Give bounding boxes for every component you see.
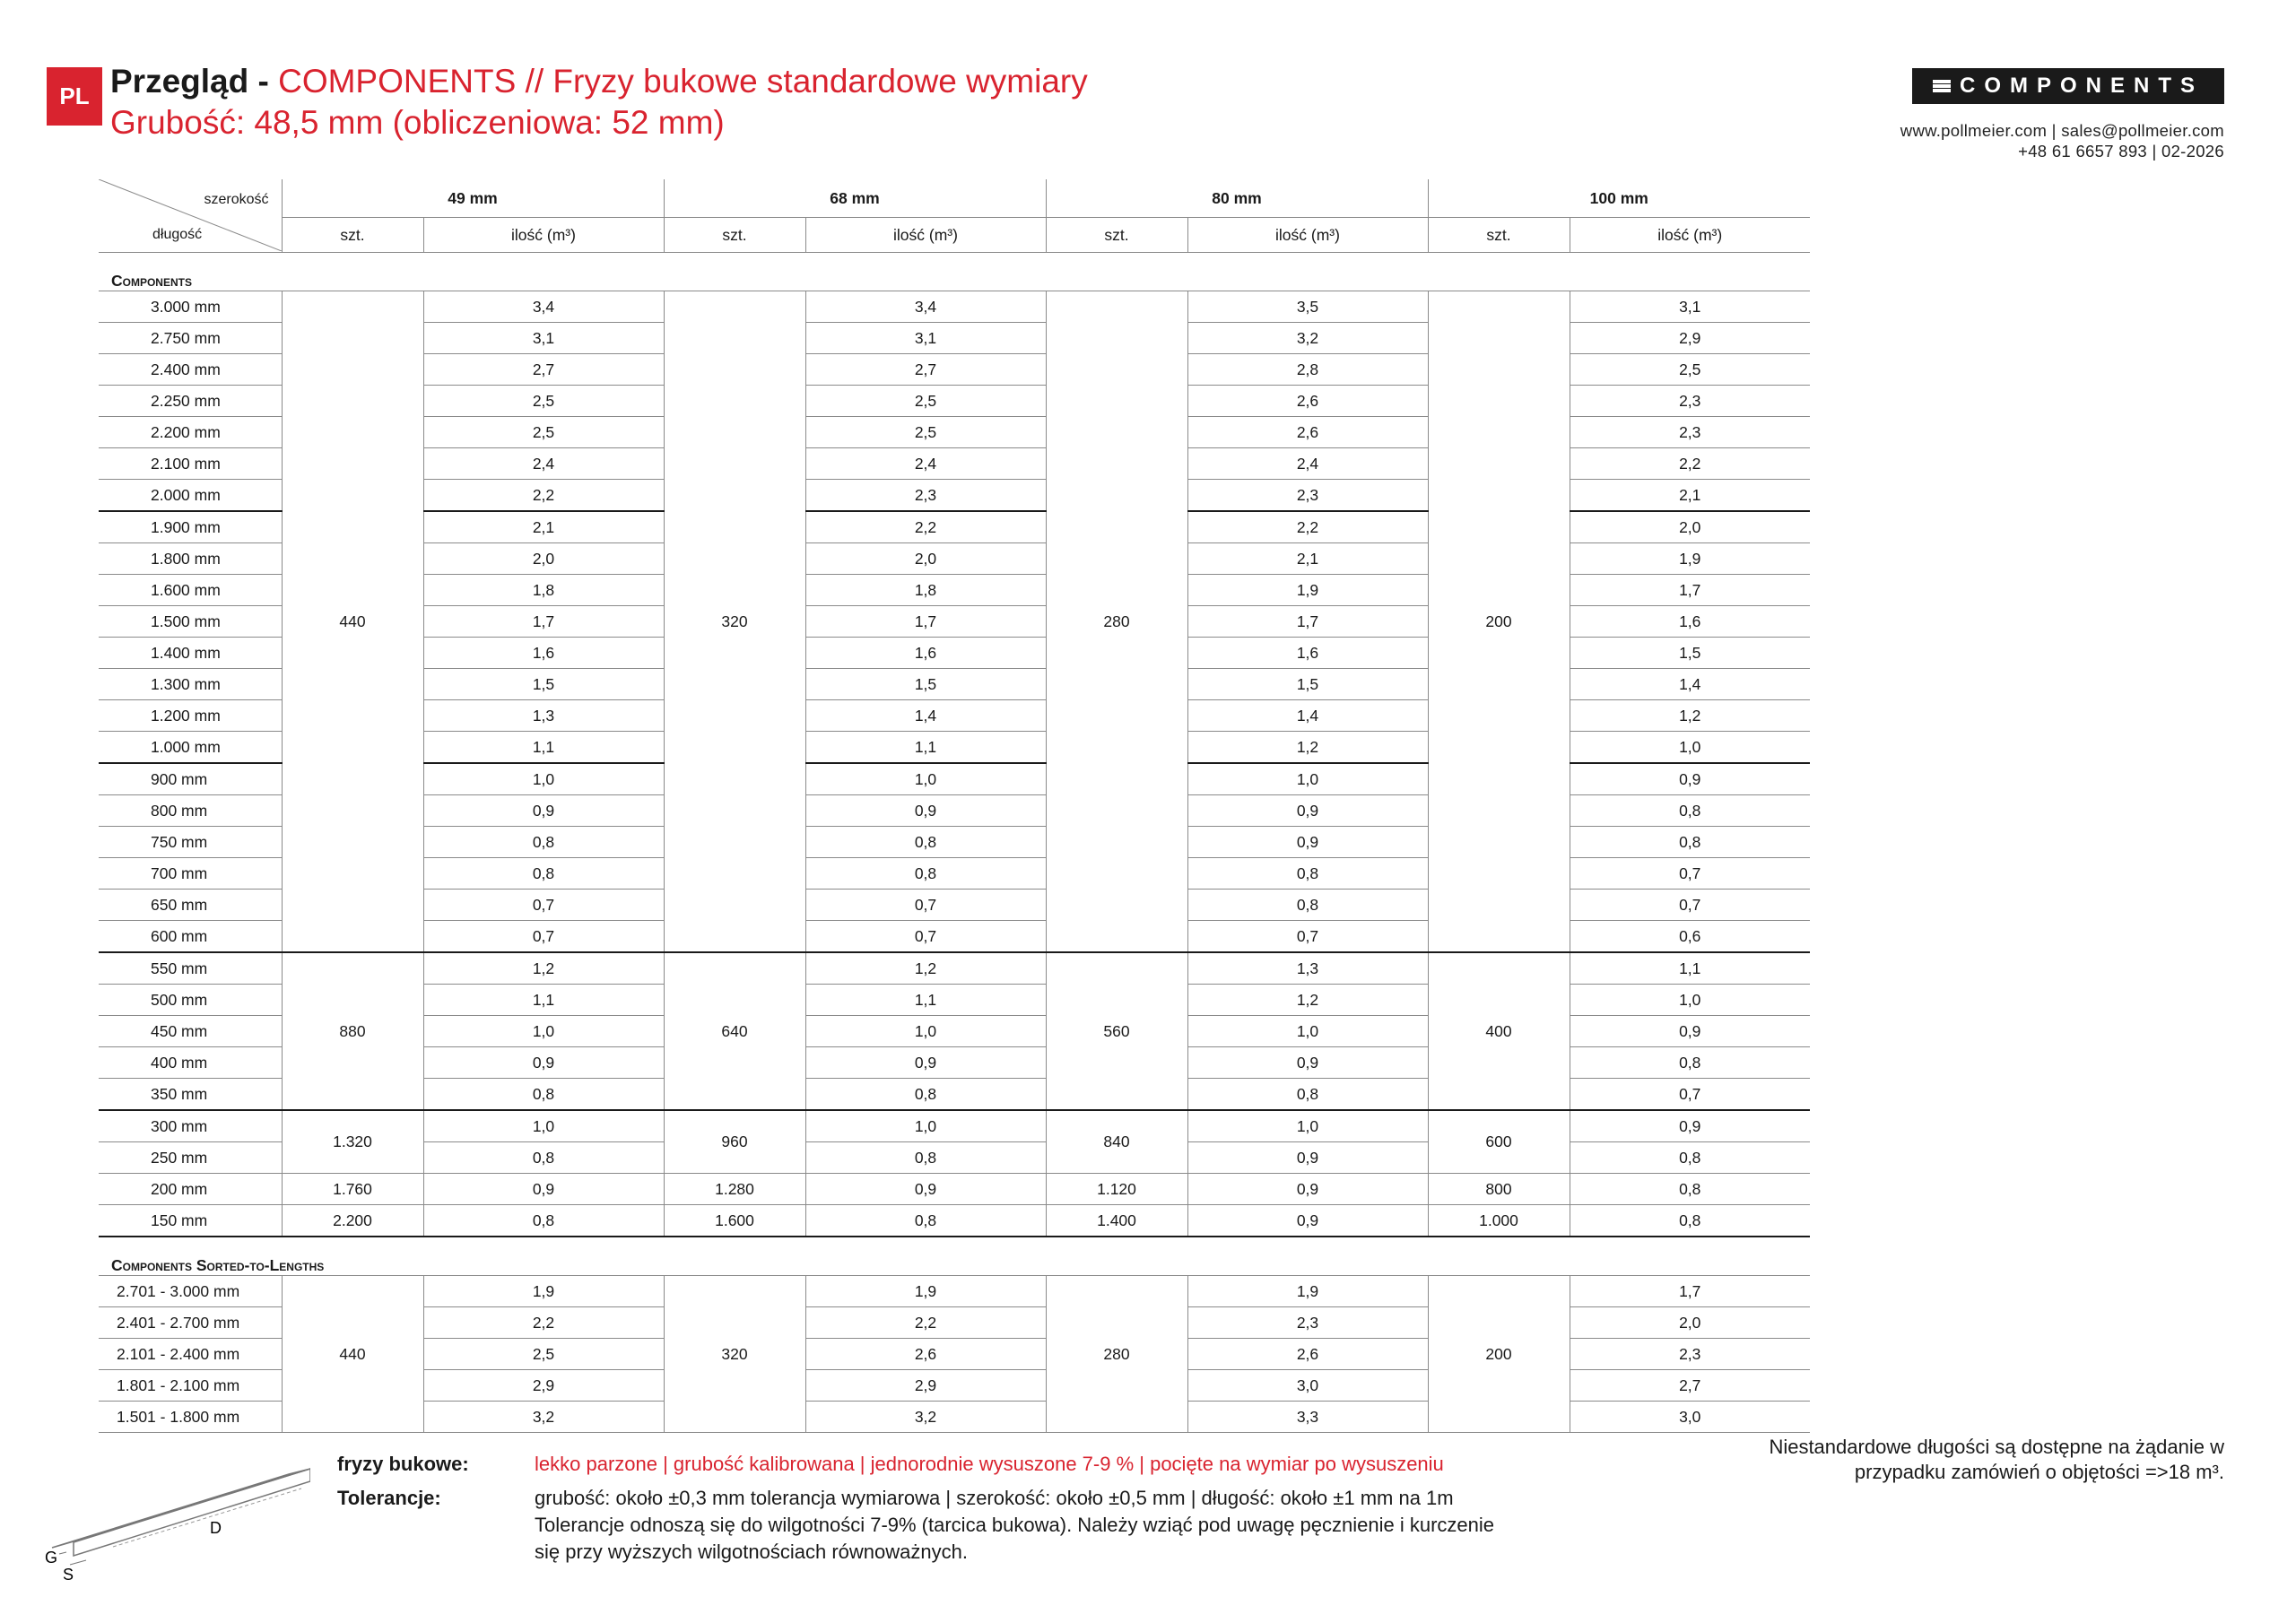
- contact-info: [1900, 120, 2224, 161]
- volume-cell: 1,0: [805, 1016, 1046, 1047]
- table-row: [99, 952, 1810, 985]
- volume-cell: 0,8: [423, 1079, 664, 1111]
- pcs-cell: 440: [282, 1276, 423, 1433]
- width-header: 49 mm: [282, 179, 664, 218]
- pcs-cell: 2.200: [282, 1205, 423, 1237]
- volume-cell: 0,8: [1570, 1142, 1810, 1174]
- volume-cell: 1,1: [805, 985, 1046, 1016]
- length-cell: 150 mm: [99, 1205, 282, 1237]
- volume-cell: 0,9: [1187, 1047, 1428, 1079]
- page-title: [110, 61, 1088, 143]
- volume-cell: 2,5: [1570, 354, 1810, 386]
- pcs-cell: 1.280: [664, 1174, 805, 1205]
- volume-cell: 2,4: [423, 448, 664, 480]
- volume-cell: 1,0: [423, 1110, 664, 1142]
- volume-cell: 3,3: [1187, 1402, 1428, 1433]
- volume-cell: 2,1: [1187, 543, 1428, 575]
- volume-header: ilość (m³): [423, 218, 664, 253]
- volume-cell: 0,9: [1570, 763, 1810, 795]
- volume-cell: 1,3: [1187, 952, 1428, 985]
- volume-cell: 1,9: [1187, 575, 1428, 606]
- volume-cell: 2,8: [1187, 354, 1428, 386]
- footer-label-tolerance: Tolerancje:: [337, 1487, 441, 1509]
- volume-cell: 0,8: [423, 1142, 664, 1174]
- volume-cell: 2,6: [1187, 386, 1428, 417]
- volume-cell: 1,7: [1187, 606, 1428, 638]
- volume-cell: 1,0: [423, 1016, 664, 1047]
- volume-cell: 1,4: [1187, 700, 1428, 732]
- length-cell: 200 mm: [99, 1174, 282, 1205]
- volume-cell: 0,9: [1187, 1205, 1428, 1237]
- length-cell: 3.000 mm: [99, 291, 282, 323]
- volume-cell: 2,3: [1187, 480, 1428, 512]
- pcs-cell: 880: [282, 952, 423, 1110]
- pcs-cell: 1.600: [664, 1205, 805, 1237]
- pcs-cell: 560: [1046, 952, 1187, 1110]
- volume-cell: 2,0: [1570, 511, 1810, 543]
- pcs-cell: 1.120: [1046, 1174, 1187, 1205]
- volume-cell: 1,0: [423, 763, 664, 795]
- volume-cell: 0,7: [1570, 1079, 1810, 1111]
- volume-cell: 1,2: [1570, 700, 1810, 732]
- volume-cell: 0,8: [805, 1079, 1046, 1111]
- volume-cell: 2,9: [1570, 323, 1810, 354]
- volume-cell: 2,2: [423, 480, 664, 512]
- volume-cell: 1,5: [1187, 669, 1428, 700]
- volume-cell: 1,0: [1570, 732, 1810, 764]
- volume-cell: 1,6: [805, 638, 1046, 669]
- volume-cell: 1,0: [1187, 1016, 1428, 1047]
- volume-cell: 2,4: [1187, 448, 1428, 480]
- volume-cell: 0,8: [805, 858, 1046, 890]
- width-header: 68 mm: [664, 179, 1046, 218]
- table-row: [99, 291, 1810, 323]
- volume-cell: 1,6: [423, 638, 664, 669]
- volume-cell: 2,3: [1570, 417, 1810, 448]
- footer-label-product: fryzy bukowe:: [337, 1453, 469, 1475]
- volume-cell: 1,1: [423, 985, 664, 1016]
- volume-cell: 1,2: [805, 952, 1046, 985]
- pcs-cell: 1.320: [282, 1110, 423, 1174]
- length-cell: 1.501 - 1.800 mm: [99, 1402, 282, 1433]
- volume-cell: 1,0: [1187, 1110, 1428, 1142]
- volume-cell: 1,5: [1570, 638, 1810, 669]
- pcs-cell: 800: [1428, 1174, 1570, 1205]
- volume-cell: 3,2: [423, 1402, 664, 1433]
- length-cell: 700 mm: [99, 858, 282, 890]
- volume-cell: 1,3: [423, 700, 664, 732]
- contact-phone-date: +48 61 6657 893 | 02-2026: [2018, 142, 2224, 161]
- note-line2: przypadku zamówień o objętości =>18 m³.: [1854, 1461, 2224, 1483]
- pcs-cell: 400: [1428, 952, 1570, 1110]
- length-cell: 2.401 - 2.700 mm: [99, 1307, 282, 1339]
- volume-cell: 3,4: [805, 291, 1046, 323]
- table-row: [99, 1205, 1810, 1237]
- length-cell: 1.400 mm: [99, 638, 282, 669]
- dimensions-table: [99, 179, 1810, 1433]
- volume-cell: 2,2: [1187, 511, 1428, 543]
- volume-cell: 2,7: [1570, 1370, 1810, 1402]
- volume-cell: 3,1: [423, 323, 664, 354]
- pcs-cell: 1.000: [1428, 1205, 1570, 1237]
- volume-cell: 2,6: [1187, 417, 1428, 448]
- note-line1: Niestandardowe długości są dostępne na żądanie w: [1769, 1436, 2224, 1458]
- pcs-cell: 1.400: [1046, 1205, 1187, 1237]
- pcs-cell: 840: [1046, 1110, 1187, 1174]
- length-cell: 2.101 - 2.400 mm: [99, 1339, 282, 1370]
- title-product: COMPONENTS // Fryzy bukowe standardowe wymiary: [278, 63, 1088, 100]
- volume-cell: 3,2: [1187, 323, 1428, 354]
- volume-cell: 1,2: [1187, 985, 1428, 1016]
- pcs-cell: 1.760: [282, 1174, 423, 1205]
- pcs-cell: 960: [664, 1110, 805, 1174]
- volume-cell: 1,1: [1570, 952, 1810, 985]
- length-cell: 550 mm: [99, 952, 282, 985]
- length-cell: 2.400 mm: [99, 354, 282, 386]
- volume-cell: 1,8: [423, 575, 664, 606]
- volume-cell: 2,2: [423, 1307, 664, 1339]
- volume-cell: 2,5: [423, 417, 664, 448]
- length-cell: 2.701 - 3.000 mm: [99, 1276, 282, 1307]
- width-header: 80 mm: [1046, 179, 1428, 218]
- pcs-cell: 200: [1428, 1276, 1570, 1433]
- volume-cell: 0,8: [805, 1205, 1046, 1237]
- length-cell: 1.800 mm: [99, 543, 282, 575]
- volume-cell: 1,4: [1570, 669, 1810, 700]
- pcs-header: szt.: [664, 218, 805, 253]
- volume-cell: 1,0: [805, 763, 1046, 795]
- volume-cell: 0,7: [805, 921, 1046, 953]
- volume-cell: 0,7: [805, 890, 1046, 921]
- length-cell: 1.801 - 2.100 mm: [99, 1370, 282, 1402]
- volume-cell: 2,4: [805, 448, 1046, 480]
- volume-cell: 0,9: [423, 795, 664, 827]
- length-cell: 1.000 mm: [99, 732, 282, 764]
- volume-header: ilość (m³): [1187, 218, 1428, 253]
- volume-cell: 2,2: [805, 511, 1046, 543]
- volume-cell: 2,7: [423, 354, 664, 386]
- volume-cell: 0,8: [1570, 1174, 1810, 1205]
- volume-cell: 3,2: [805, 1402, 1046, 1433]
- corner-width-label: szerokość: [204, 192, 269, 207]
- length-cell: 2.100 mm: [99, 448, 282, 480]
- pcs-header: szt.: [1046, 218, 1187, 253]
- volume-cell: 0,9: [423, 1047, 664, 1079]
- width-header: 100 mm: [1428, 179, 1810, 218]
- table-row: [99, 1110, 1810, 1142]
- volume-cell: 1,9: [423, 1276, 664, 1307]
- volume-cell: 0,8: [1570, 795, 1810, 827]
- volume-cell: 1,6: [1187, 638, 1428, 669]
- table-corner: [99, 179, 282, 253]
- volume-cell: 2,1: [1570, 480, 1810, 512]
- dim-s-label: S: [63, 1566, 74, 1584]
- footer-text-tolerance-note1: Tolerancje odnoszą się do wilgotności 7-9% (tarcica bukowa). Należy wziąć pod uwagę pęcznienie i kurczenie: [535, 1514, 1494, 1536]
- length-cell: 250 mm: [99, 1142, 282, 1174]
- volume-cell: 1,9: [805, 1276, 1046, 1307]
- length-cell: 2.750 mm: [99, 323, 282, 354]
- pcs-cell: 640: [664, 952, 805, 1110]
- volume-cell: 0,7: [423, 921, 664, 953]
- volume-cell: 1,1: [805, 732, 1046, 764]
- length-cell: 650 mm: [99, 890, 282, 921]
- pcs-cell: 280: [1046, 291, 1187, 953]
- volume-cell: 1,7: [805, 606, 1046, 638]
- footer-text-tolerance-note2: się przy wyższych wilgotnościach równoważnych.: [535, 1541, 968, 1563]
- volume-cell: 1,7: [1570, 1276, 1810, 1307]
- volume-cell: 0,8: [1570, 827, 1810, 858]
- volume-cell: 2,3: [1187, 1307, 1428, 1339]
- volume-cell: 2,3: [1570, 1339, 1810, 1370]
- volume-cell: 1,7: [423, 606, 664, 638]
- volume-cell: 0,6: [1570, 921, 1810, 953]
- volume-cell: 2,0: [423, 543, 664, 575]
- volume-cell: 1,4: [805, 700, 1046, 732]
- volume-cell: 1,5: [805, 669, 1046, 700]
- volume-cell: 1,2: [423, 952, 664, 985]
- volume-cell: 0,8: [805, 1142, 1046, 1174]
- section-components: Components: [99, 253, 1810, 291]
- volume-cell: 2,0: [1570, 1307, 1810, 1339]
- volume-cell: 0,8: [1570, 1047, 1810, 1079]
- corner-length-label: długość: [152, 227, 203, 242]
- volume-cell: 2,3: [1570, 386, 1810, 417]
- pcs-cell: 600: [1428, 1110, 1570, 1174]
- length-cell: 400 mm: [99, 1047, 282, 1079]
- volume-cell: 3,0: [1187, 1370, 1428, 1402]
- volume-cell: 0,8: [1570, 1205, 1810, 1237]
- length-cell: 2.250 mm: [99, 386, 282, 417]
- title-overview: Przegląd -: [110, 63, 279, 100]
- pcs-cell: 320: [664, 291, 805, 953]
- volume-cell: 0,8: [423, 858, 664, 890]
- volume-cell: 0,9: [1187, 1174, 1428, 1205]
- pcs-cell: 440: [282, 291, 423, 953]
- length-cell: 1.200 mm: [99, 700, 282, 732]
- length-cell: 600 mm: [99, 921, 282, 953]
- volume-cell: 3,4: [423, 291, 664, 323]
- pcs-header: szt.: [1428, 218, 1570, 253]
- volume-cell: 0,8: [1187, 858, 1428, 890]
- length-cell: 750 mm: [99, 827, 282, 858]
- volume-cell: 2,2: [805, 1307, 1046, 1339]
- pcs-cell: 200: [1428, 291, 1570, 953]
- components-logo: [1912, 68, 2224, 104]
- length-cell: 2.000 mm: [99, 480, 282, 512]
- title-thickness: Grubość: 48,5 mm (obliczeniowa: 52 mm): [110, 104, 725, 141]
- length-cell: 1.500 mm: [99, 606, 282, 638]
- volume-cell: 0,7: [423, 890, 664, 921]
- volume-cell: 2,6: [805, 1339, 1046, 1370]
- volume-cell: 0,7: [1570, 890, 1810, 921]
- length-cell: 1.900 mm: [99, 511, 282, 543]
- volume-header: ilość (m³): [805, 218, 1046, 253]
- section-sorted: Components Sorted-to-Lengths: [99, 1237, 1810, 1276]
- volume-cell: 0,8: [805, 827, 1046, 858]
- pcs-header: szt.: [282, 218, 423, 253]
- footer-text-product: lekko parzone | grubość kalibrowana | jednorodnie wysuszone 7-9 % | pocięte na wymiar po wysuszeniu: [535, 1453, 1444, 1475]
- length-cell: 350 mm: [99, 1079, 282, 1111]
- volume-cell: 0,9: [805, 1174, 1046, 1205]
- volume-cell: 0,8: [1187, 1079, 1428, 1111]
- volume-cell: 1,9: [1570, 543, 1810, 575]
- volume-cell: 2,3: [805, 480, 1046, 512]
- volume-cell: 0,9: [1570, 1016, 1810, 1047]
- dim-g-label: G: [45, 1549, 58, 1567]
- length-cell: 2.200 mm: [99, 417, 282, 448]
- beam-diagram: [41, 1453, 310, 1587]
- length-cell: 500 mm: [99, 985, 282, 1016]
- volume-cell: 1,0: [805, 1110, 1046, 1142]
- volume-cell: 2,9: [423, 1370, 664, 1402]
- volume-cell: 2,6: [1187, 1339, 1428, 1370]
- volume-cell: 0,9: [423, 1174, 664, 1205]
- volume-cell: 2,5: [805, 386, 1046, 417]
- volume-cell: 1,8: [805, 575, 1046, 606]
- volume-cell: 0,9: [805, 795, 1046, 827]
- volume-cell: 1,1: [423, 732, 664, 764]
- language-badge: PL: [47, 67, 102, 126]
- logo-text: COMPONENTS: [1959, 74, 2204, 98]
- volume-cell: 1,5: [423, 669, 664, 700]
- length-cell: 450 mm: [99, 1016, 282, 1047]
- length-cell: 1.300 mm: [99, 669, 282, 700]
- volume-cell: 1,7: [1570, 575, 1810, 606]
- volume-cell: 0,9: [805, 1047, 1046, 1079]
- volume-cell: 2,2: [1570, 448, 1810, 480]
- contact-web-email: www.pollmeier.com | sales@pollmeier.com: [1900, 121, 2224, 140]
- custom-length-note: [1596, 1435, 2224, 1485]
- volume-cell: 0,9: [1187, 827, 1428, 858]
- volume-cell: 3,1: [1570, 291, 1810, 323]
- volume-cell: 1,0: [1570, 985, 1810, 1016]
- pcs-cell: 280: [1046, 1276, 1187, 1433]
- volume-cell: 1,9: [1187, 1276, 1428, 1307]
- length-cell: 800 mm: [99, 795, 282, 827]
- volume-cell: 2,1: [423, 511, 664, 543]
- length-cell: 300 mm: [99, 1110, 282, 1142]
- volume-cell: 0,9: [1187, 1142, 1428, 1174]
- volume-cell: 0,9: [1187, 795, 1428, 827]
- volume-cell: 2,9: [805, 1370, 1046, 1402]
- table-row: [99, 1276, 1810, 1307]
- volume-cell: 0,8: [1187, 890, 1428, 921]
- footer-text-tolerance: grubość: około ±0,3 mm tolerancja wymiarowa | szerokość: około ±0,5 mm | długość: około ±1 mm na 1m: [535, 1487, 1454, 1509]
- volume-cell: 0,8: [423, 1205, 664, 1237]
- volume-cell: 1,0: [1187, 763, 1428, 795]
- logo-bars-icon: [1933, 80, 1951, 92]
- volume-cell: 2,5: [423, 386, 664, 417]
- volume-cell: 2,0: [805, 543, 1046, 575]
- volume-cell: 3,5: [1187, 291, 1428, 323]
- volume-cell: 3,1: [805, 323, 1046, 354]
- length-cell: 1.600 mm: [99, 575, 282, 606]
- volume-cell: 1,2: [1187, 732, 1428, 764]
- table-row: [99, 1174, 1810, 1205]
- volume-cell: 0,7: [1570, 858, 1810, 890]
- dim-d-label: D: [210, 1519, 222, 1537]
- volume-cell: 2,5: [423, 1339, 664, 1370]
- volume-cell: 1,6: [1570, 606, 1810, 638]
- volume-cell: 0,7: [1187, 921, 1428, 953]
- length-cell: 900 mm: [99, 763, 282, 795]
- volume-cell: 0,9: [1570, 1110, 1810, 1142]
- volume-cell: 2,7: [805, 354, 1046, 386]
- volume-cell: 2,5: [805, 417, 1046, 448]
- pcs-cell: 320: [664, 1276, 805, 1433]
- volume-header: ilość (m³): [1570, 218, 1810, 253]
- volume-cell: 3,0: [1570, 1402, 1810, 1433]
- volume-cell: 0,8: [423, 827, 664, 858]
